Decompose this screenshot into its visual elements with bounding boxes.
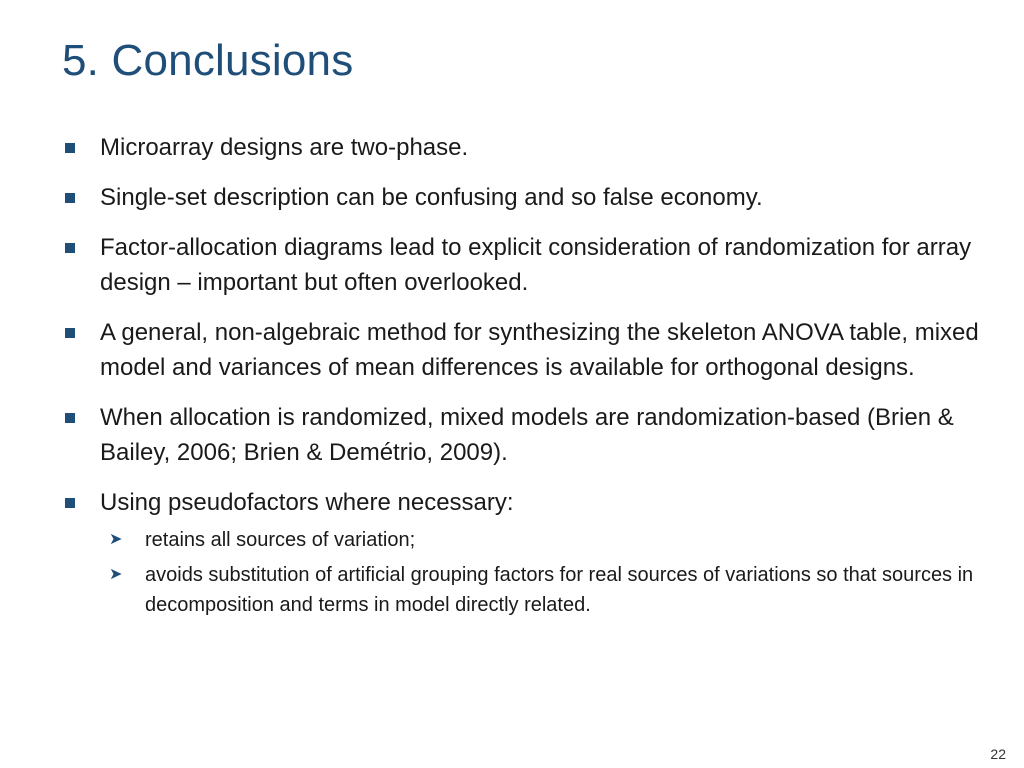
bullet-text: Single-set description can be confusing and so false economy. xyxy=(100,184,763,211)
bullet-text: Using pseudofactors where necessary: xyxy=(100,489,514,516)
arrowhead-bullet-icon: ➤ xyxy=(109,566,123,583)
sub-bullet-item xyxy=(100,560,1012,620)
sub-bullet-text: avoids substitution of artificial grouping factors for real sources of variations so that sources in decomposition and terms in model directly related. xyxy=(145,564,974,616)
bullet-item xyxy=(62,400,1012,470)
bullet-item xyxy=(62,180,1012,215)
square-bullet-icon xyxy=(65,328,75,338)
bullet-text: Factor-allocation diagrams lead to explicit consideration of randomization for array design – important but often overlooked. xyxy=(100,234,972,296)
square-bullet-icon xyxy=(65,413,75,423)
sub-bullet-item xyxy=(100,525,1012,555)
sub-bullet-text: retains all sources of variation; xyxy=(145,529,416,551)
square-bullet-icon xyxy=(65,143,75,153)
page-number: 22 xyxy=(990,746,1006,762)
bullet-list xyxy=(62,130,1012,635)
bullet-item xyxy=(62,130,1012,165)
bullet-text: Microarray designs are two-phase. xyxy=(100,134,469,161)
square-bullet-icon xyxy=(65,243,75,253)
bullet-item xyxy=(62,315,1012,385)
bullet-item xyxy=(62,485,1012,620)
arrowhead-bullet-icon: ➤ xyxy=(109,531,123,548)
square-bullet-icon xyxy=(65,193,75,203)
square-bullet-icon xyxy=(65,498,75,508)
bullet-text: A general, non-algebraic method for synthesizing the skeleton ANOVA table, mixed model and variances of mean differences is available for orthogonal designs. xyxy=(100,319,979,381)
bullet-item xyxy=(62,230,1012,300)
sub-bullet-list xyxy=(100,525,1012,620)
slide-title: 5. Conclusions xyxy=(62,36,354,85)
bullet-text: When allocation is randomized, mixed models are randomization-based (Brien & Bailey, 2006; Brien & Demétrio, 2009). xyxy=(100,404,954,466)
